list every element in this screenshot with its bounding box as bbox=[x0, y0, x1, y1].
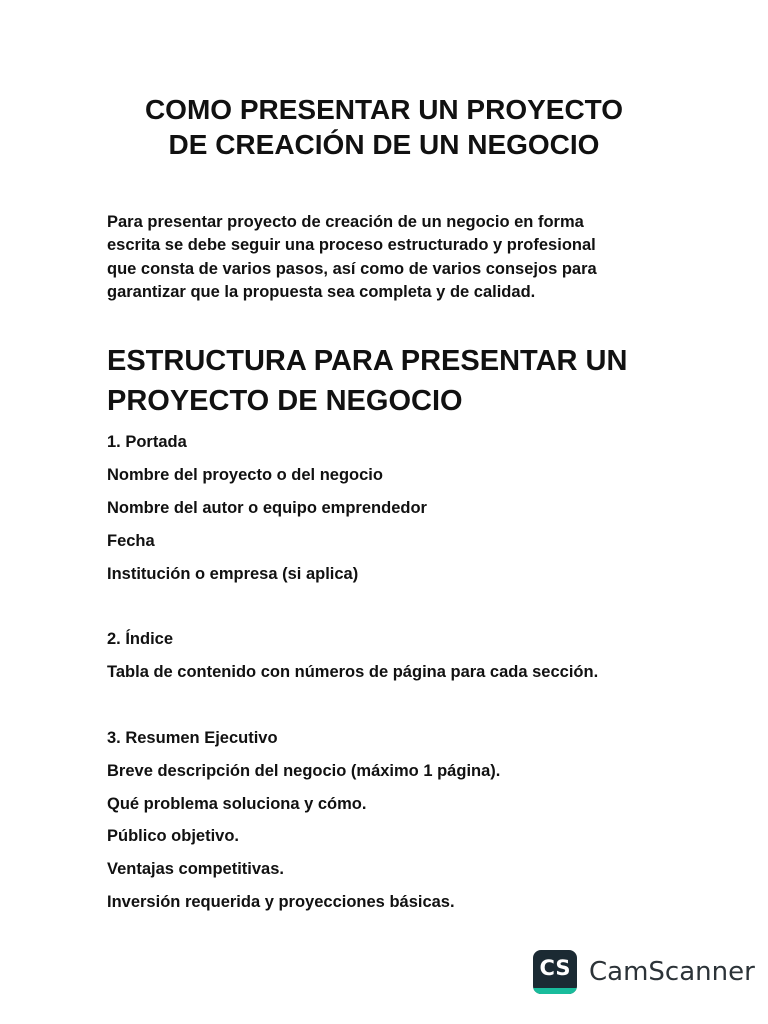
title-line-2: DE CREACIÓN DE UN NEGOCIO bbox=[168, 129, 600, 160]
section-heading-line-1: ESTRUCTURA PARA PRESENTAR UN bbox=[107, 345, 628, 377]
list-item: Fecha bbox=[107, 532, 155, 550]
list-item: Ventajas competitivas. bbox=[107, 860, 284, 878]
title-line-1: COMO PRESENTAR UN PROYECTO bbox=[144, 94, 624, 125]
intro-line-2: escrita se debe seguir una proceso estructurado y profesional bbox=[107, 236, 596, 255]
list-item: Nombre del autor o equipo emprendedor bbox=[107, 499, 427, 517]
portada-heading: 1. Portada bbox=[107, 433, 187, 451]
section-heading-line-2: PROYECTO DE NEGOCIO bbox=[107, 385, 463, 417]
intro-line-1: Para presentar proyecto de creación de un negocio en forma bbox=[107, 213, 584, 231]
camscanner-logo-text: CS bbox=[539, 956, 571, 980]
resumen-heading: 3. Resumen Ejecutivo bbox=[107, 729, 278, 747]
camscanner-logo-icon bbox=[533, 950, 577, 994]
intro-paragraph bbox=[107, 211, 667, 304]
list-item: Tabla de contenido con números de página para cada sección. bbox=[107, 663, 599, 681]
intro-line-4: garantizar que la propuesta sea completa y de calidad. bbox=[107, 282, 536, 301]
camscanner-logo-bar bbox=[533, 988, 577, 994]
list-item: Nombre del proyecto o del negocio bbox=[107, 466, 383, 484]
list-item: Público objetivo. bbox=[107, 827, 240, 845]
section-heading bbox=[107, 341, 707, 421]
camscanner-name: CamScanner bbox=[589, 957, 755, 987]
list-item: Breve descripción del negocio (máximo 1 página). bbox=[107, 762, 501, 780]
indice-heading: 2. Índice bbox=[107, 630, 174, 648]
list-item: Institución o empresa (si aplica) bbox=[107, 565, 359, 583]
list-item: Inversión requerida y proyecciones básicas. bbox=[107, 893, 455, 911]
list-item: Qué problema soluciona y cómo. bbox=[107, 795, 367, 813]
document-title bbox=[90, 92, 678, 162]
intro-line-3: que consta de varios pasos, así como de varios consejos para bbox=[107, 259, 597, 278]
